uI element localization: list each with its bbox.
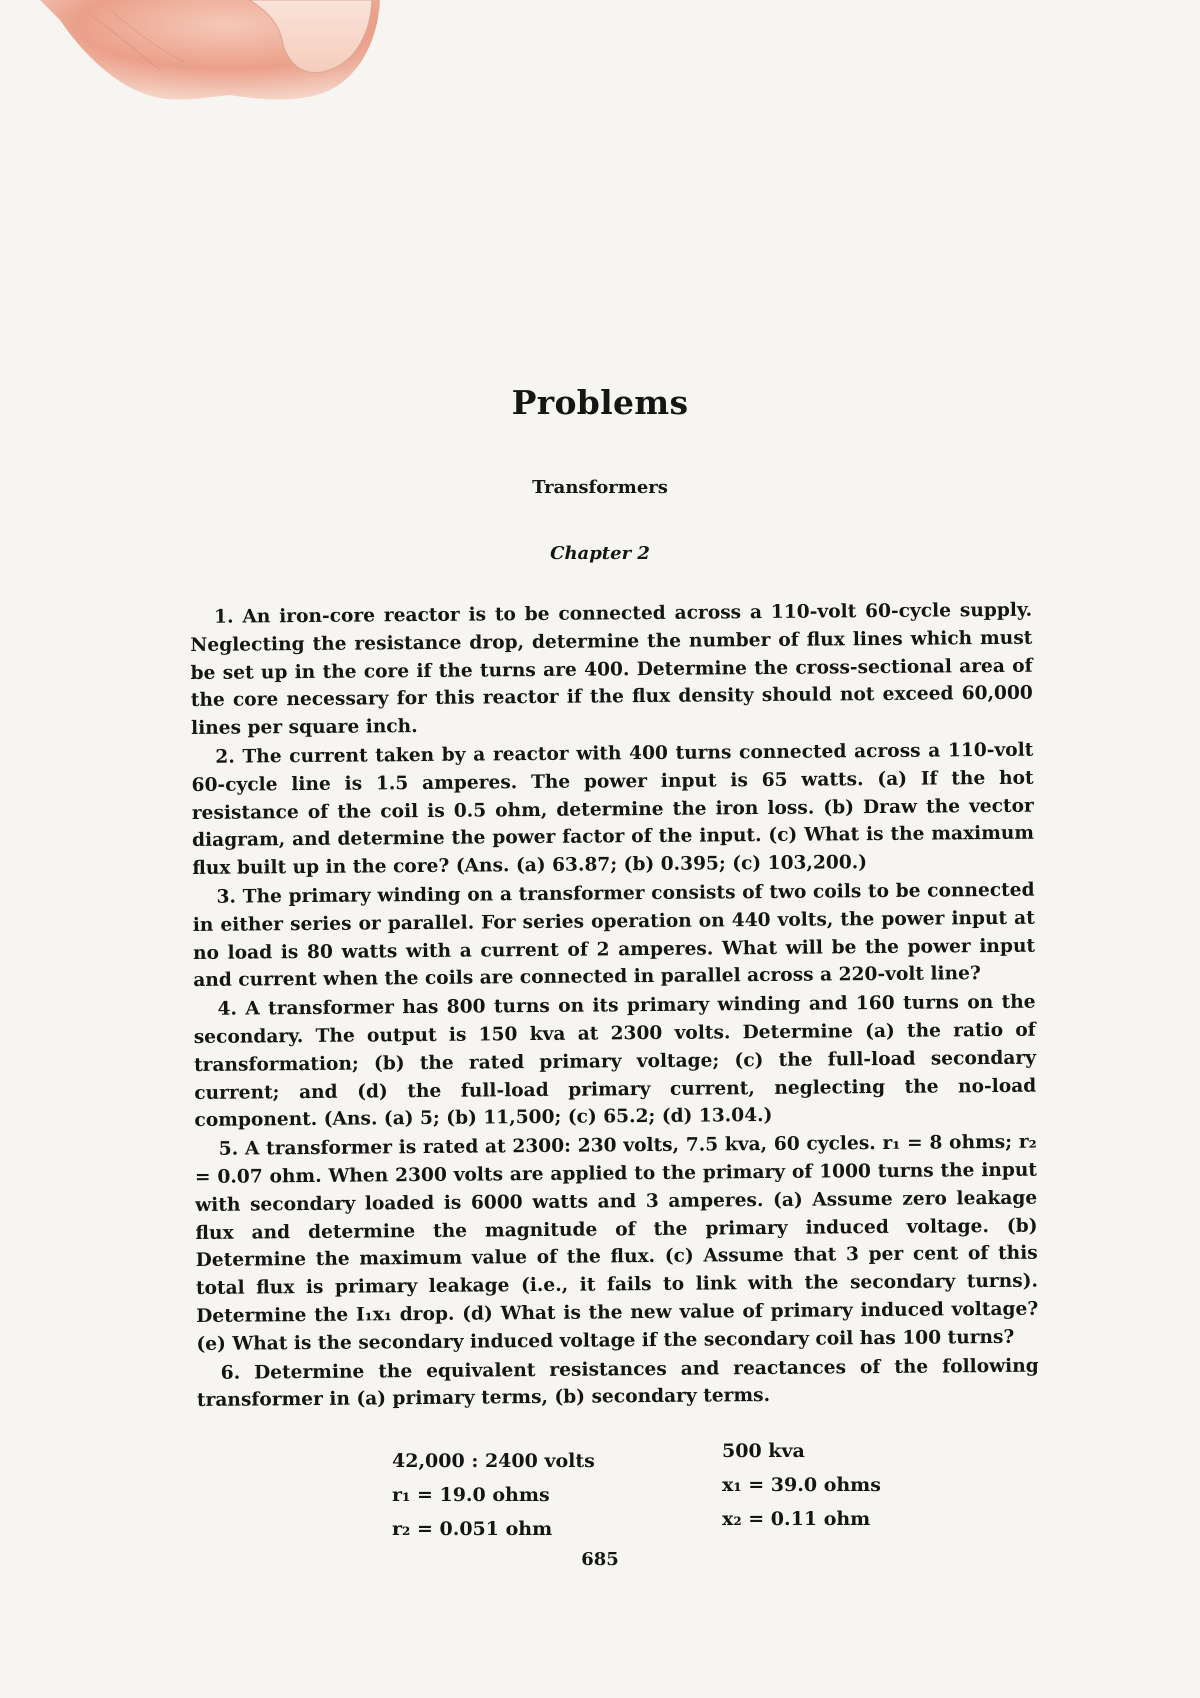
problem-number: 3. — [216, 886, 237, 908]
data-line: 42,000 : 2400 volts — [392, 1450, 595, 1472]
transformer-data — [392, 1440, 912, 1560]
page-title: Problems — [511, 383, 689, 422]
data-column-left — [392, 1444, 595, 1546]
problem-text: The primary winding on a transformer consists of two coils to be connected in either series or parallel. For series operation on 440 volts, the power input at no load is 80 watts with a current of 2 amperes. What will be the power input and current when the coils are connected in parallel across a 220-volt line? — [192, 879, 1036, 992]
problem-3 — [192, 877, 1035, 996]
problems-body — [190, 597, 1039, 1416]
data-line: x₁ = 39.0 ohms — [722, 1474, 881, 1496]
problem-number: 1. — [214, 606, 234, 628]
problem-text: Determine the equivalent resistances and reactances of the following transformer in (a) primary terms, (b) secondary terms. — [196, 1355, 1039, 1412]
problem-5 — [195, 1129, 1039, 1359]
problem-2 — [191, 737, 1034, 883]
problem-text: An iron-core reactor is to be connected across a 110-volt 60-cycle supply. Neglecting the resistance drop, determine the number of flux lines which must be set up in the core if the turns are 400. Determine the cross-sectional area of the core necessary for this reactor if the flux density should not exceed 60,000 lines per square inch. — [190, 599, 1033, 740]
thumb-artifact — [0, 0, 390, 130]
data-line: x₂ = 0.11 ohm — [722, 1508, 871, 1530]
problem-6 — [197, 1352, 1039, 1415]
problem-number: 2. — [215, 746, 235, 768]
problem-number: 4. — [217, 998, 238, 1020]
problem-1 — [190, 597, 1033, 743]
data-line: r₂ = 0.051 ohm — [392, 1518, 553, 1540]
problem-4 — [193, 989, 1036, 1135]
data-line: r₁ = 19.0 ohms — [392, 1484, 550, 1506]
problem-number: 5. — [218, 1138, 239, 1160]
page-number: 685 — [581, 1549, 619, 1570]
problem-text: The current taken by a reactor with 400 turns connected across a 110-volt 60-cycle line is 1.5 amperes. The power input is 65 watts. (a) If the hot resistance of the coil is 0.5 ohm, determine the iron loss. (b) Draw the vector diagram, and determine the power factor of the input. (c) What is the maximum flux built up in the core? (Ans. (a) 63.87; (b) 0.395; (c) 103,200.) — [191, 739, 1035, 880]
section-subtitle: Transformers — [532, 477, 668, 498]
data-column-right — [722, 1434, 881, 1536]
problem-number: 6. — [220, 1362, 241, 1384]
chapter-heading: Chapter 2 — [550, 543, 650, 564]
problem-text: A transformer has 800 turns on its primary winding and 160 turns on the secondary. The output is 150 kva at 2300 volts. Determine (a) the ratio of transformation; (b) the rated primary voltage; (c) the full-load secondary current; and (d) the full-load primary current, neglecting the no-load component. (Ans. (a) 5; (b) 11,500; (c) 65.2; (d) 13.04.) — [193, 991, 1037, 1132]
data-line: 500 kva — [722, 1440, 805, 1462]
problem-text: A transformer is rated at 2300: 230 volts, 7.5 kva, 60 cycles. r₁ = 8 ohms; r₂ = 0.07 ohm. When 2300 volts are applied to the primary of 1000 turns the input with secondary loaded is 6000 watts and 3 amperes. (a) Assume zero leakage flux and determine the magnitude of the primary induced voltage. (b) Determine the maximum value of the flux. (c) Assume that 3 per cent of this total flux is primary leakage (i.e., it fails to link with the secondary turns). Determine the I₁x₁ drop. (d) What is the new value of primary induced voltage? (e) What is the secondary induced voltage if the secondary coil has 100 turns? — [194, 1131, 1039, 1355]
